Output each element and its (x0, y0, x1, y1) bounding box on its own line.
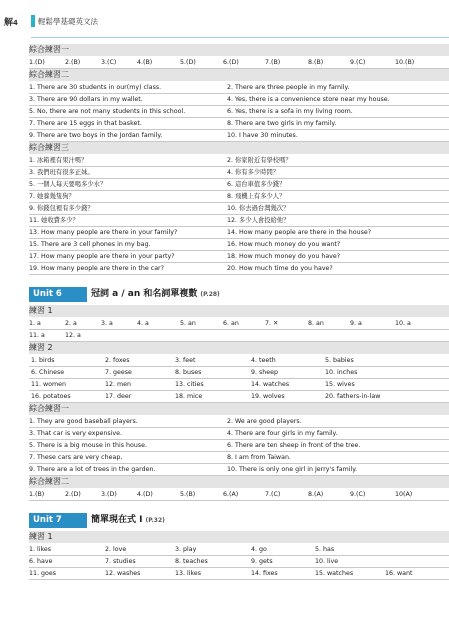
answer-cell: 2. foxes (105, 357, 130, 364)
answer-cell: 12. 多少人會投給他？ (227, 217, 290, 224)
answer-cell: 7. These cars are very cheap. (29, 454, 123, 461)
answer-cell: 10. There is only one girl in Jerry's family. (227, 466, 358, 473)
answer-row (29, 263, 449, 275)
answer-cell: 7. studies (105, 558, 136, 565)
answer-cell: 3. a (101, 320, 113, 327)
unit-title: 冠詞 a / an 和名詞單複數 (91, 289, 198, 299)
answer-cell: 11. 她收費多少？ (29, 217, 79, 224)
answer-row (29, 544, 449, 556)
answer-cell: 10. a (395, 320, 411, 327)
section-heading: 綜合練習三 (29, 142, 449, 154)
answer-cell: 9. gets (251, 558, 273, 565)
answer-cell: 3. feet (175, 357, 196, 364)
answer-cell: 4. go (251, 546, 267, 553)
answer-cell: 4.(B) (137, 59, 153, 66)
answer-cell: 20. fathers-in-law (325, 393, 381, 400)
answer-cell: 15. watches (315, 570, 354, 577)
answer-cell: 1. birds (31, 357, 55, 364)
answer-cell: 4. There are four girls in my family. (227, 430, 338, 437)
unit-heading (29, 287, 289, 302)
answer-cell: 9. sheep (251, 369, 279, 376)
unit-label: Unit 6 (29, 287, 87, 302)
unit-title: 簡單現在式 I (91, 515, 143, 525)
answer-row (29, 167, 449, 179)
answer-cell: 2.(B) (65, 59, 81, 66)
answer-cell: 10(A) (395, 491, 413, 498)
answer-cell: 2.(D) (65, 491, 81, 498)
section-heading: 練習 2 (29, 342, 449, 354)
answer-cell: 2. We are good players. (227, 418, 302, 425)
answer-cell: 8.(A) (308, 491, 324, 498)
answer-cell: 8. an (308, 320, 324, 327)
answer-row (29, 440, 449, 452)
answer-cell: 13. How many people are there in your family? (29, 229, 178, 236)
section-heading: 練習 1 (29, 305, 449, 317)
answer-cell: 11. women (31, 381, 67, 388)
answer-row (29, 57, 449, 69)
answer-cell: 5. babies (325, 357, 354, 364)
answer-cell: 10.(B) (395, 59, 415, 66)
answer-row (29, 215, 449, 227)
answer-cell: 12. a (65, 332, 81, 339)
unit-label: Unit 7 (29, 513, 87, 528)
answer-row (29, 239, 449, 251)
answer-cell: 20. How much time do you have? (227, 265, 333, 272)
answer-cell: 7. 她養幾隻狗？ (29, 193, 75, 200)
answer-cell: 2. love (105, 546, 127, 553)
answer-cell: 5. has (315, 546, 335, 553)
answer-cell: 7.(B) (265, 59, 281, 66)
answer-cell: 2. There are three people in my family. (227, 84, 350, 91)
answer-cell: 11. a (29, 332, 45, 339)
answer-row (29, 251, 449, 263)
answer-cell: 1. a (29, 320, 41, 327)
answer-cell: 14. fixes (251, 570, 278, 577)
answer-cell: 19. wolves (251, 393, 285, 400)
answer-row (29, 106, 449, 118)
answer-cell: 11. goes (29, 570, 57, 577)
unit-heading (29, 513, 289, 528)
answer-cell: 3.(D) (101, 491, 117, 498)
answer-cell: 3. There are 90 dollars in my wallet. (29, 96, 143, 103)
book-title: 輕鬆學基礎英文法 (38, 17, 98, 26)
answer-cell: 6. have (29, 558, 53, 565)
answer-row (29, 489, 449, 501)
answer-cell: 7. geese (105, 369, 132, 376)
answer-row (29, 355, 449, 367)
answer-row (29, 179, 449, 191)
answer-cell: 5. 一個人每天要喝多少水？ (29, 181, 107, 188)
answer-cell: 13. cities (175, 381, 204, 388)
answer-cell: 13. likes (175, 570, 202, 577)
answer-cell: 6. an (223, 320, 239, 327)
answer-row (29, 191, 449, 203)
answer-row (29, 367, 449, 379)
answer-row (29, 82, 449, 94)
answer-cell: 3. 我們班有很多正妹。 (29, 169, 94, 176)
answer-cell: 16. How much money do you want? (227, 241, 341, 248)
answer-cell: 5.(B) (180, 491, 196, 498)
answer-cell: 5. an (180, 320, 196, 327)
answer-cell: 1. They are good baseball players. (29, 418, 138, 425)
answer-cell: 8. buses (175, 369, 202, 376)
answer-cell: 1. There are 30 students in our(my) class. (29, 84, 162, 91)
section-heading: 綜合練習二 (29, 69, 449, 81)
answer-cell: 14. watches (251, 381, 290, 388)
answer-row (29, 227, 449, 239)
answer-cell: 12. washes (105, 570, 141, 577)
page-number: 解4 (4, 18, 18, 28)
answer-cell: 18. mice (175, 393, 203, 400)
answer-row (29, 94, 449, 106)
answer-cell: 17. deer (105, 393, 132, 400)
answer-cell: 15. There are 3 cell phones in my bag. (29, 241, 151, 248)
answer-cell: 9. There are a lot of trees in the garden. (29, 466, 156, 473)
answer-cell: 6. Yes, there is a sofa in my living room. (227, 108, 353, 115)
answer-cell: 6.(A) (223, 491, 239, 498)
answer-cell: 17. How many people are there in your party? (29, 253, 175, 260)
answer-cell: 7. There are 15 eggs in that basket. (29, 120, 142, 127)
answer-cell: 10. I have 30 minutes. (227, 132, 298, 139)
answer-cell: 3. That car is very expensive. (29, 430, 123, 437)
section-heading: 綜合練習一 (29, 44, 449, 56)
answer-cell: 10. live (315, 558, 339, 565)
answer-cell: 18. How much money do you have? (227, 253, 341, 260)
unit-page-ref: (P.32) (145, 517, 165, 524)
answer-cell: 6. Chinese (31, 369, 65, 376)
answer-cell: 9. There are two boys in the Jordan family. (29, 132, 163, 139)
answer-row (29, 155, 449, 167)
answer-cell: 4. a (137, 320, 149, 327)
answer-cell: 5.(D) (180, 59, 196, 66)
answer-cell: 1. likes (29, 546, 52, 553)
answer-row (29, 203, 449, 215)
answer-cell: 9. a (350, 320, 362, 327)
answer-row (29, 416, 449, 428)
answer-cell: 3. play (175, 546, 197, 553)
answer-cell: 8. teaches (175, 558, 208, 565)
answer-cell: 12. men (105, 381, 132, 388)
answer-cell: 4. Yes, there is a convenience store near my house. (227, 96, 390, 103)
answer-row (29, 118, 449, 130)
answer-row (29, 391, 449, 403)
answer-cell: 9.(C) (350, 59, 366, 66)
answer-cell: 8. There are two girls in my family. (227, 120, 337, 127)
section-heading: 練習 1 (29, 531, 449, 543)
answer-cell: 10. inches (325, 369, 358, 376)
answer-row (29, 568, 449, 580)
answer-cell: 15. wives (325, 381, 355, 388)
section-heading: 綜合練習二 (29, 476, 449, 488)
answer-cell: 9.(C) (350, 491, 366, 498)
answer-cell: 8.(B) (308, 59, 324, 66)
answer-row (29, 130, 449, 142)
answer-row (29, 556, 449, 568)
answer-cell: 8. I am from Taiwan. (227, 454, 291, 461)
answer-row (29, 379, 449, 391)
answer-cell: 4.(D) (137, 491, 153, 498)
answer-cell: 4. teeth (251, 357, 276, 364)
unit-title-wrap (91, 513, 165, 528)
answer-cell: 2. a (65, 320, 77, 327)
answer-cell: 3.(C) (101, 59, 117, 66)
answer-cell: 16. want (385, 570, 413, 577)
answer-cell: 10. 你去過台灣幾次？ (227, 205, 290, 212)
answer-row (29, 452, 449, 464)
answer-cell: 5. No, there are not many students in this school. (29, 108, 186, 115)
answer-row (29, 318, 449, 330)
answer-row (29, 428, 449, 440)
unit-title-wrap (91, 287, 220, 302)
answer-cell: 16. potatoes (31, 393, 71, 400)
answer-cell: 7.(C) (265, 491, 281, 498)
answer-cell: 1.(D) (29, 59, 45, 66)
answer-cell: 5. There is a big mouse in this house. (29, 442, 148, 449)
answer-cell: 6. 這台車值多少錢？ (227, 181, 286, 188)
answer-cell: 19. How many people are there in the car? (29, 265, 164, 272)
answer-cell: 6.(D) (223, 59, 239, 66)
answer-cell: 2. 你家附近有學校嗎？ (227, 157, 292, 164)
answer-cell: 7. ✕ (265, 320, 279, 327)
answer-row (29, 464, 449, 476)
answer-cell: 14. How many people are there in the house? (227, 229, 372, 236)
answer-cell: 4. 你有多少時間？ (227, 169, 280, 176)
answer-cell: 6. There are ten sheep in front of the tree. (227, 442, 361, 449)
section-heading: 綜合練習一 (29, 403, 449, 415)
answer-row (29, 330, 449, 342)
answer-cell: 1.(B) (29, 491, 45, 498)
unit-page-ref: (P.28) (200, 291, 220, 298)
answer-cell: 9. 你錢包裡有多少錢？ (29, 205, 94, 212)
answer-cell: 1. 冰箱裡有果汁嗎？ (29, 157, 88, 164)
answer-cell: 8. 飛機上有多少人？ (227, 193, 286, 200)
